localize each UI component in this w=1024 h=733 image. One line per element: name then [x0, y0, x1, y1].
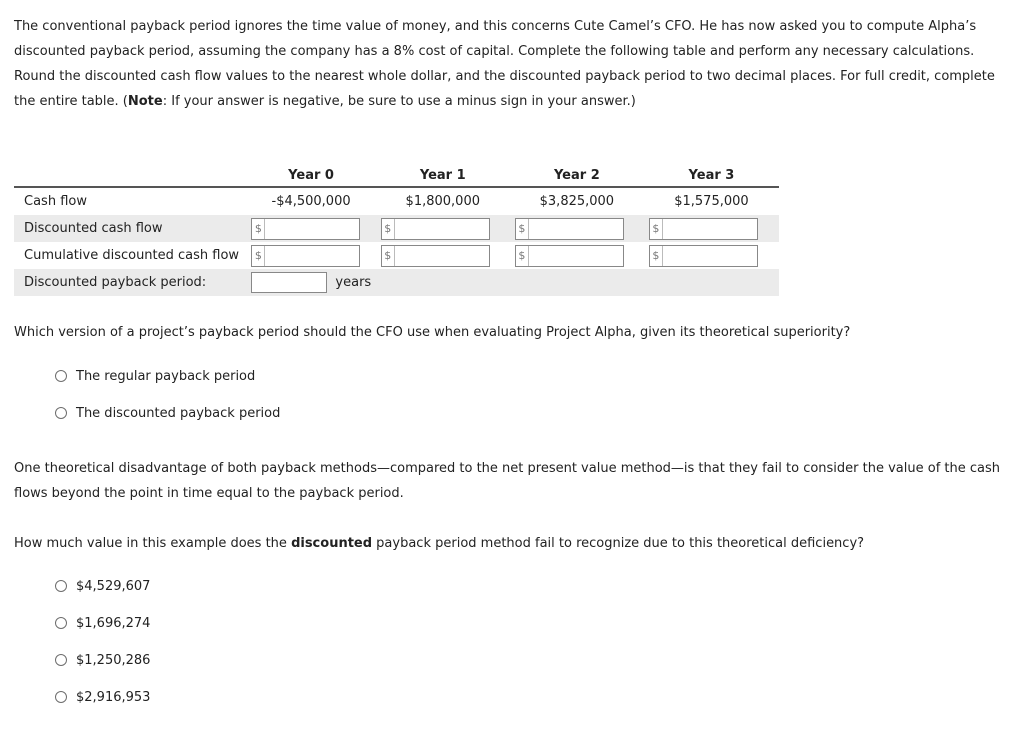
instructions-text: The conventional payback period ignores the time value of money, and this concerns Cute Camel’s CFO. He has now asked you to compute Alpha’s discounted payback period, assuming the company has a 8% cost of capital. Complete the following table and perform any necessary calculations. Round the discounted cash flow values to the nearest whole dollar, and the discounted payback period to two decimal places. For full credit, complete the entire table. (	[14, 19, 995, 109]
radio-button[interactable]	[55, 617, 67, 629]
question-unrecognized-value: How much value in this example does the discounted payback period method fail to recognize due to this theoretical deficiency?	[14, 536, 865, 551]
disadvantage-paragraph: One theoretical disadvantage of both payback methods—compared to the net present value method—is that they fail to consider the value of the cash flows beyond the point in time equal to the payback period.	[14, 461, 1001, 501]
option-regular-payback[interactable]	[55, 366, 255, 386]
year-0-header: Year 0	[246, 164, 375, 187]
radio-button[interactable]	[55, 691, 67, 703]
option-label: $2,916,953	[76, 689, 151, 705]
dollar-sign: $	[516, 219, 529, 239]
year-1-header: Year 1	[376, 164, 510, 187]
cumulative-discounted-cash-flow-row	[14, 242, 779, 269]
option-discounted-payback[interactable]	[55, 403, 280, 423]
question-payback-version: Which version of a project’s payback period should the CFO use when evaluating Project Alpha, given its theoretical superiority?	[14, 325, 851, 340]
cumulative-cf-year-2-input[interactable]	[529, 246, 623, 266]
option-value-2[interactable]	[55, 613, 150, 633]
instructions-paragraph	[14, 14, 1004, 114]
option-label: $4,529,607	[76, 578, 151, 594]
option-value-3[interactable]	[55, 650, 150, 670]
discounted-cf-year-2-input[interactable]	[529, 219, 623, 239]
cumulative-cf-year-3-input[interactable]	[663, 246, 757, 266]
cash-flow-label: Cash flow	[24, 194, 87, 209]
payback-period-label: Discounted payback period:	[14, 269, 246, 296]
option-value-4[interactable]	[55, 687, 150, 707]
option-label: The discounted payback period	[76, 405, 281, 421]
cumulative-discounted-cash-flow-label: Cumulative discounted cash flow	[24, 248, 240, 263]
cumulative-cf-year-0-input[interactable]	[265, 246, 359, 266]
dollar-sign: $	[650, 219, 663, 239]
note-text: : If your answer is negative, be sure to use a minus sign in your answer.)	[162, 94, 636, 109]
option-label: The regular payback period	[76, 368, 256, 384]
payback-period-row	[14, 269, 779, 296]
year-2-header: Year 2	[510, 164, 644, 187]
option-value-1[interactable]	[55, 576, 150, 596]
discounted-cf-year-1-input[interactable]	[395, 219, 489, 239]
cash-flow-year-2: $3,825,000	[539, 194, 615, 209]
note-label: Note	[127, 94, 163, 109]
cash-flow-year-0: -$4,500,000	[271, 194, 351, 209]
cash-flow-row	[14, 187, 779, 215]
discounted-cf-year-3-input[interactable]	[663, 219, 757, 239]
cumulative-cf-year-1-input[interactable]	[395, 246, 489, 266]
radio-button[interactable]	[55, 654, 67, 666]
radio-button[interactable]	[55, 407, 67, 419]
years-unit-label: years	[335, 275, 372, 290]
discounted-cash-flow-row	[14, 215, 779, 242]
radio-button[interactable]	[55, 580, 67, 592]
option-label: $1,250,286	[76, 652, 151, 668]
discounted-payback-table	[14, 164, 779, 296]
radio-button[interactable]	[55, 370, 67, 382]
dollar-sign: $	[650, 246, 663, 266]
dollar-sign: $	[382, 246, 395, 266]
dollar-sign: $	[516, 246, 529, 266]
dollar-sign: $	[382, 219, 395, 239]
discounted-cf-year-0-input[interactable]	[265, 219, 359, 239]
emphasis-discounted: discounted	[291, 536, 373, 551]
option-label: $1,696,274	[76, 615, 151, 631]
year-3-header: Year 3	[644, 164, 779, 187]
dollar-sign: $	[252, 219, 265, 239]
dollar-sign: $	[252, 246, 265, 266]
cash-flow-year-3: $1,575,000	[674, 194, 749, 209]
discounted-cash-flow-label: Discounted cash flow	[14, 215, 246, 242]
cash-flow-year-1: $1,800,000	[405, 194, 480, 209]
payback-period-input[interactable]	[251, 272, 327, 293]
